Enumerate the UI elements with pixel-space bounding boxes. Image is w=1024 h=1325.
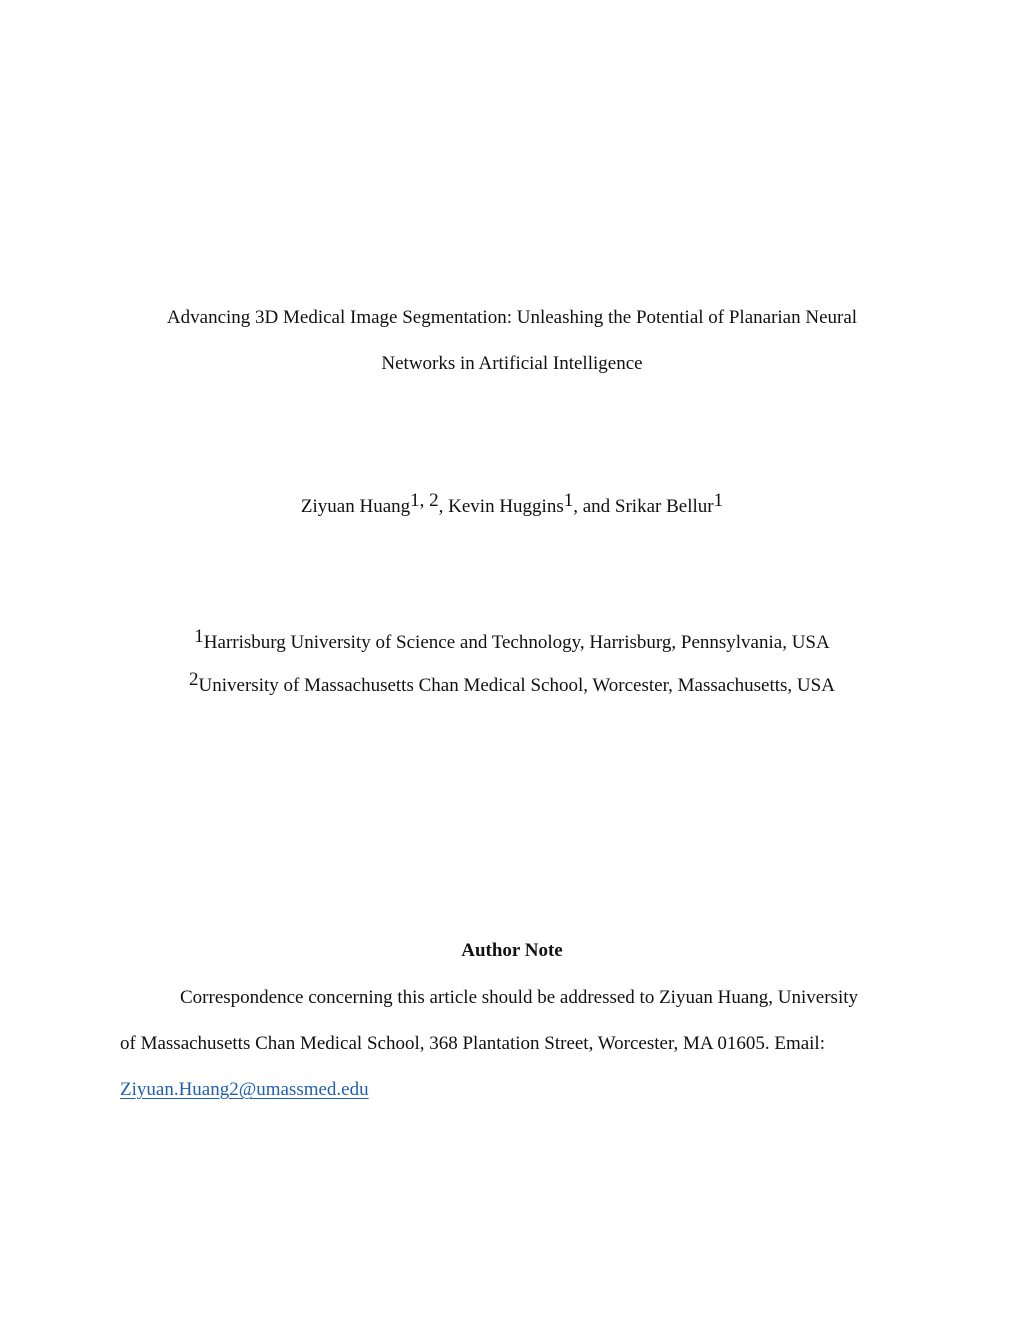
author-name: Kevin Huggins: [448, 496, 564, 517]
author-affiliation-mark: 1, 2: [410, 490, 439, 511]
author-separator: ,: [438, 496, 449, 517]
author-name: Srikar Bellur: [614, 496, 714, 517]
affiliation-2: [0, 669, 1024, 698]
author-name: Ziyuan Huang: [300, 496, 411, 517]
author-list: [0, 490, 1024, 519]
email-link[interactable]: Ziyuan.Huang2@umassmed.edu: [120, 1079, 369, 1100]
affiliation-mark: 2: [189, 669, 199, 690]
author-note-line-2: of Massachusetts Chan Medical School, 368 Plantation Street, Worcester, MA 01605. Email:: [120, 1033, 825, 1054]
affiliation-text: University of Massachusetts Chan Medical School, Worcester, Massachusetts, USA: [198, 675, 835, 696]
author-note-line-3: [120, 1078, 369, 1102]
author-affiliation-mark: 1: [713, 490, 724, 511]
author-affiliation-mark: 1: [563, 490, 574, 511]
affiliation-text: Harrisburg University of Science and Technology, Harrisburg, Pennsylvania, USA: [203, 632, 830, 653]
author-note-heading: Author Note: [461, 940, 563, 961]
author-separator: , and: [573, 496, 615, 517]
paper-title-line-2: Networks in Artificial Intelligence: [381, 353, 643, 374]
affiliation-1: [0, 626, 1024, 655]
affiliation-mark: 1: [194, 626, 204, 647]
paper-title-line-1: Advancing 3D Medical Image Segmentation: Unleashing the Potential of Planarian Neural: [166, 307, 858, 328]
author-note-line-1: Correspondence concerning this article should be addressed to Ziyuan Huang, University: [180, 987, 859, 1008]
